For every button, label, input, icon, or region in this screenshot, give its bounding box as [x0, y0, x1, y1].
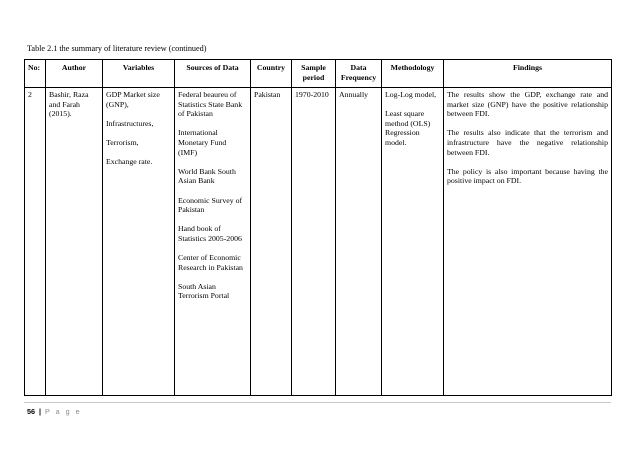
header-sources: Sources of Data	[175, 60, 251, 88]
variable-item: GDP Market size (GNP),	[106, 90, 160, 109]
source-item: Hand book of Statistics 2005-2006	[178, 224, 242, 243]
cell-methodology	[382, 88, 444, 396]
header-data-frequency: Data Frequency	[336, 60, 382, 88]
cell-sources	[175, 88, 251, 396]
table-caption: Table 2.1 the summary of literature review (continued)	[27, 44, 207, 53]
source-item: International Monetary Fund (IMF)	[178, 128, 227, 157]
methodology-item: Log-Log model,	[385, 90, 437, 99]
source-item: Center of Economic Research in Pakistan	[178, 253, 243, 272]
table-row	[25, 88, 612, 396]
page-number: 56	[27, 407, 35, 416]
variable-item: Infrastructures,	[106, 118, 154, 128]
source-item: Economic Survey of Pakistan	[178, 195, 243, 215]
header-row	[25, 60, 612, 88]
page-footer	[27, 407, 82, 416]
cell-country: Pakistan	[251, 88, 292, 396]
source-item: South Asian Terrorism Portal	[178, 281, 230, 301]
cell-data-frequency: Annually	[336, 88, 382, 396]
methodology-item: Least square method (OLS) Regression model.	[385, 109, 431, 147]
header-variables: Variables	[103, 60, 175, 88]
header-no: No:	[25, 60, 46, 88]
cell-no: 2	[25, 88, 46, 396]
header-sample-period: Sample period	[292, 60, 336, 88]
literature-review-table	[24, 59, 612, 396]
cell-author: Bashir, Raza and Farah (2015).	[46, 88, 103, 396]
source-item: Federal beaureu of Statistics State Bank of Pakistan	[178, 90, 243, 119]
finding-item: The results show the GDP, exchange rate and market size (GNP) have the positive relationship between FDI.	[447, 90, 608, 119]
page-label: P a g e	[45, 407, 82, 416]
finding-item: The results also indicate that the terrorism and infrastructure have the negative relationship between FDI.	[447, 128, 608, 157]
header-author: Author	[46, 60, 103, 88]
source-item: World Bank South Asian Bank	[178, 166, 236, 186]
variable-item: Terrorism,	[106, 137, 139, 147]
footer-divider	[24, 402, 611, 403]
header-findings: Findings	[444, 60, 612, 88]
variable-item: Exchange rate.	[106, 157, 153, 167]
finding-item: The policy is also important because having the positive impact on FDI.	[447, 166, 608, 186]
cell-variables	[103, 88, 175, 396]
header-country: Country	[251, 60, 292, 88]
cell-findings	[444, 88, 612, 396]
footer-separator: |	[39, 407, 42, 416]
cell-sample-period: 1970-2010	[292, 88, 336, 396]
header-methodology: Methodology	[382, 60, 444, 88]
